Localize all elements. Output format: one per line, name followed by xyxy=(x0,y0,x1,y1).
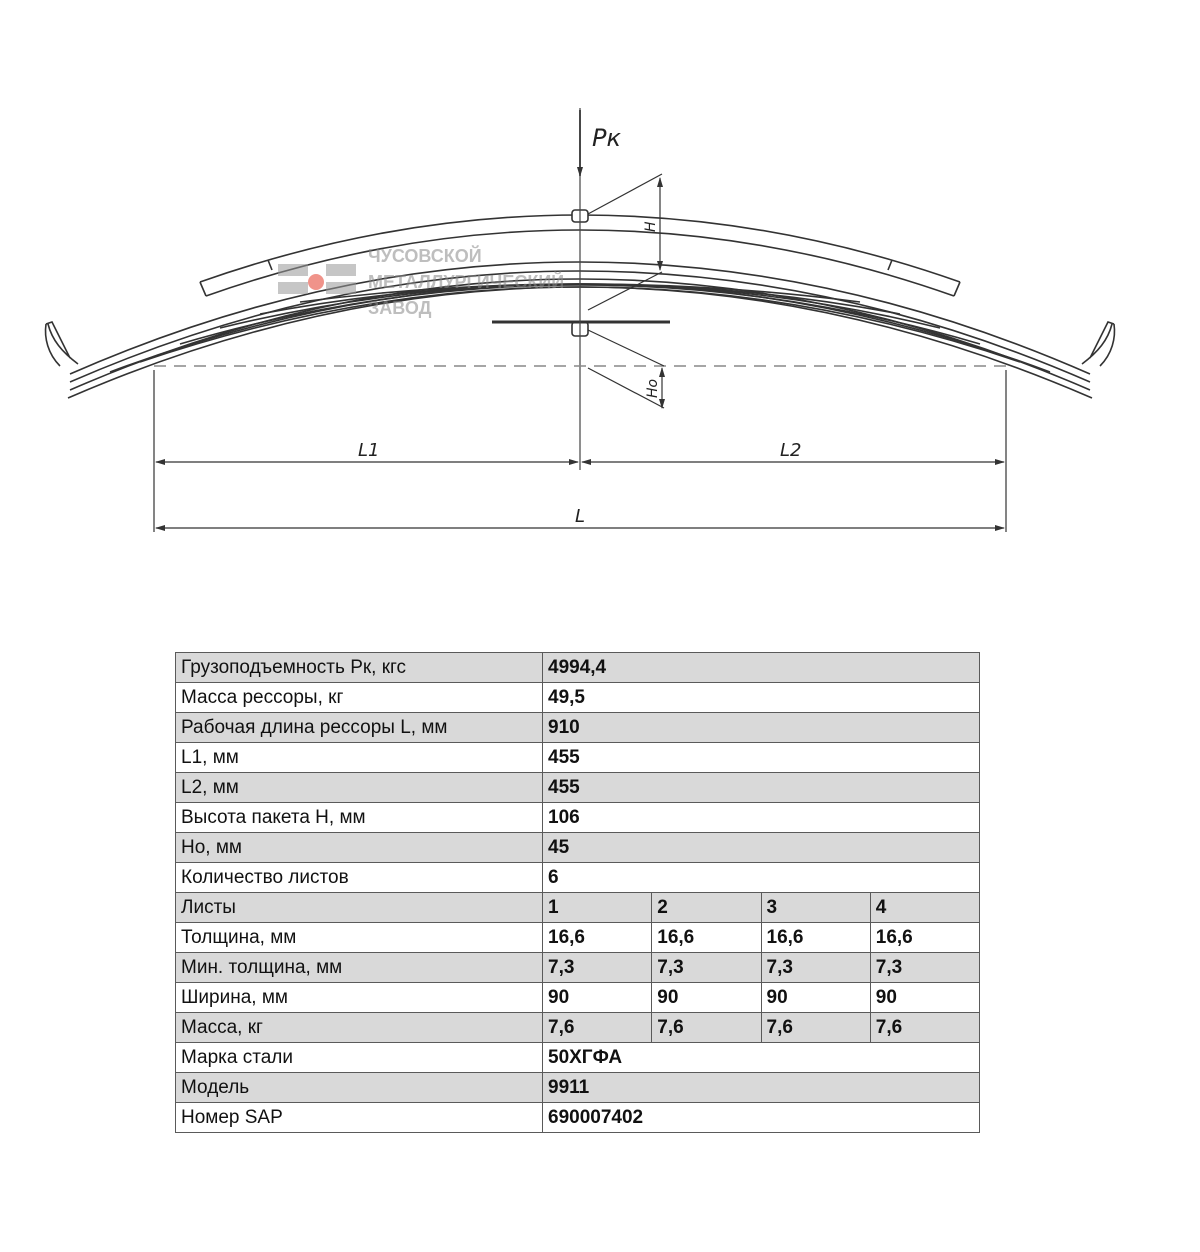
leaf-value: 7,6 xyxy=(543,1013,652,1043)
spec-row-h0 xyxy=(176,833,980,863)
spec-row-leaf-mass xyxy=(176,1013,980,1043)
leaf-value: 7,6 xyxy=(870,1013,979,1043)
leaf-value: 16,6 xyxy=(543,923,652,953)
spec-row-steel xyxy=(176,1043,980,1073)
watermark-logo xyxy=(278,264,356,294)
spec-value: 9911 xyxy=(543,1073,980,1103)
spec-value: 45 xyxy=(543,833,980,863)
spec-label: Толщина, мм xyxy=(176,923,543,953)
leaf-value: 7,3 xyxy=(652,953,761,983)
spec-row-leaves xyxy=(176,893,980,923)
spring-spec-table xyxy=(175,652,980,1133)
spec-label: Масса, кг xyxy=(176,1013,543,1043)
spec-label: Грузоподъемность Pк, кгс xyxy=(176,653,543,683)
leaf-value: 90 xyxy=(761,983,870,1013)
svg-text:ЗАВОД: ЗАВОД xyxy=(368,298,432,318)
leaf-value: 7,3 xyxy=(761,953,870,983)
spec-value: 455 xyxy=(543,743,980,773)
leaf-value: 90 xyxy=(652,983,761,1013)
leaf-number: 3 xyxy=(761,893,870,923)
spec-label: L2, мм xyxy=(176,773,543,803)
spec-row-count xyxy=(176,863,980,893)
spec-label: Марка стали xyxy=(176,1043,543,1073)
svg-text:МЕТАЛЛУРГИЧЕСКИЙ: МЕТАЛЛУРГИЧЕСКИЙ xyxy=(368,272,565,292)
spec-value: 910 xyxy=(543,713,980,743)
leaf-number: 1 xyxy=(543,893,652,923)
spec-row-length xyxy=(176,713,980,743)
spec-label: Мин. толщина, мм xyxy=(176,953,543,983)
leaf-value: 90 xyxy=(870,983,979,1013)
leaf-spring-drawing xyxy=(0,0,1200,600)
spec-label: Масса рессоры, кг xyxy=(176,683,543,713)
spec-row-min-thickness xyxy=(176,953,980,983)
leaf-value: 7,6 xyxy=(761,1013,870,1043)
spec-value: 49,5 xyxy=(543,683,980,713)
leaf-value: 16,6 xyxy=(870,923,979,953)
leaf-value: 90 xyxy=(543,983,652,1013)
spec-row-sap xyxy=(176,1103,980,1133)
spec-row-mass xyxy=(176,683,980,713)
leaf-value: 16,6 xyxy=(761,923,870,953)
spec-label: L1, мм xyxy=(176,743,543,773)
spec-row-thickness xyxy=(176,923,980,953)
height0-label: Hо xyxy=(645,378,661,398)
spec-row-l1 xyxy=(176,743,980,773)
spec-value: 106 xyxy=(543,803,980,833)
spec-row-model xyxy=(176,1073,980,1103)
leaf-value: 7,3 xyxy=(543,953,652,983)
spec-value: 50ХГФА xyxy=(543,1043,980,1073)
leaf-value: 16,6 xyxy=(652,923,761,953)
l-label: L xyxy=(575,506,586,527)
leaf-value: 7,3 xyxy=(870,953,979,983)
height-label: H xyxy=(643,221,659,232)
spec-label: Рабочая длина рессоры L, мм xyxy=(176,713,543,743)
spec-row-l2 xyxy=(176,773,980,803)
spec-label: Номер SAP xyxy=(176,1103,543,1133)
leaf-number: 2 xyxy=(652,893,761,923)
spec-label: Количество листов xyxy=(176,863,543,893)
spec-row-height xyxy=(176,803,980,833)
spec-label: Hо, мм xyxy=(176,833,543,863)
spec-label: Модель xyxy=(176,1073,543,1103)
spec-row-width xyxy=(176,983,980,1013)
spec-label: Высота пакета H, мм xyxy=(176,803,543,833)
svg-text:ЧУСОВСКОЙ: ЧУСОВСКОЙ xyxy=(368,246,482,266)
spec-value: 6 xyxy=(543,863,980,893)
l1-label: L1 xyxy=(358,440,380,461)
l2-label: L2 xyxy=(780,440,802,461)
spec-value: 690007402 xyxy=(543,1103,980,1133)
watermark-text xyxy=(368,245,564,318)
spec-label: Ширина, мм xyxy=(176,983,543,1013)
leaf-number: 4 xyxy=(870,893,979,923)
load-label: Pк xyxy=(592,124,621,152)
leaf-value: 7,6 xyxy=(652,1013,761,1043)
spec-value: 455 xyxy=(543,773,980,803)
spec-value: 4994,4 xyxy=(543,653,980,683)
spec-row-load xyxy=(176,653,980,683)
spec-label: Листы xyxy=(176,893,543,923)
